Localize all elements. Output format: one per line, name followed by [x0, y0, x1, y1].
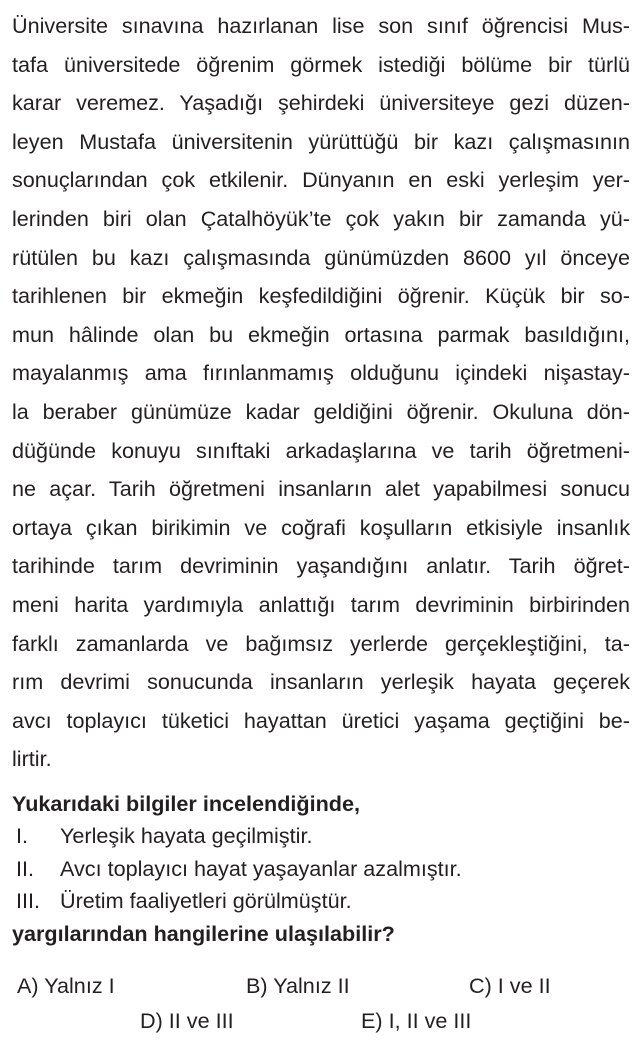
passage-line: lerinden biri olan Çatalhöyük’te çok yakın bir zamanda yü-: [12, 205, 630, 231]
statement-3: [12, 885, 630, 918]
passage-line: ortaya çıkan birikimin ve coğrafi koşulların etkisiyle insanlık: [12, 514, 630, 540]
question-stem-bottom: yargılarından hangilerine ulaşılabilir?: [12, 920, 395, 946]
statement-number: I.: [16, 823, 28, 848]
statement-number: II.: [16, 855, 34, 881]
option-c[interactable]: C) I ve II: [469, 973, 551, 998]
statement-text: Üretim faaliyetleri görülmüştür.: [60, 888, 352, 913]
passage-line: mun hâlinde olan bu ekmeğin ortasına parmak basıldığını,: [12, 321, 630, 347]
passage-line: la beraber günümüze kadar geldiğini öğrenir. Okuluna dön-: [12, 398, 630, 424]
question-block: [12, 788, 630, 950]
passage-line: karar veremez. Yaşadığı şehirdeki üniversiteye gezi düzen-: [12, 90, 630, 116]
passage-line: tafa üniversitede öğrenim görmek istediği bölüme bir türlü: [12, 51, 630, 77]
passage-line: Üniversite sınavına hazırlanan lise son sınıf öğrencisi Mus-: [12, 13, 630, 38]
option-d[interactable]: D) II ve III: [140, 1008, 234, 1033]
statement-1: [12, 820, 630, 853]
passage-line: meni harita yardımıyla anlattığı tarım devriminin birbirinden: [12, 591, 630, 617]
passage-line: rütülen bu kazı çalışmasında günümüzden 8600 yıl önceye: [12, 244, 630, 270]
passage-line: düğünde konuyu sınıftaki arkadaşlarına ve tarih öğretmeni-: [12, 437, 630, 463]
statement-number: III.: [16, 888, 40, 913]
passage-line: avcı toplayıcı tüketici hayattan üretici yaşama geçtiğini be-: [12, 707, 630, 733]
passage-line: tarihlenen bir ekmeğin keşfedildiğini öğrenir. Küçük bir so-: [12, 283, 630, 309]
option-b[interactable]: B) Yalnız II: [246, 973, 350, 998]
answer-options: [0, 968, 642, 1038]
passage-line: ne açar. Tarih öğretmeni insanların alet yapabilmesi sonucu: [12, 476, 630, 502]
statement-text: Avcı toplayıcı hayat yaşayanlar azalmıştır.: [60, 855, 462, 881]
passage-line: leyen Mustafa üniversitenin yürüttüğü bir kazı çalışmasının: [12, 128, 630, 154]
passage-line: rım devrimi sonucunda insanların yerleşik hayata geçerek: [12, 669, 630, 695]
passage-line: mayalanmış ama fırınlanmamış olduğunu içindeki nişastay-: [12, 360, 630, 386]
statement-text: Yerleşik hayata geçilmiştir.: [60, 823, 313, 848]
passage-line: tarihinde tarım devriminin yaşandığını anlatır. Tarih öğret-: [12, 553, 630, 579]
statement-2: [12, 853, 630, 886]
option-e[interactable]: E) I, II ve III: [361, 1008, 472, 1033]
passage-line: farklı zamanlarda ve bağımsız yerlerde gerçekleştiğini, ta-: [12, 630, 630, 656]
passage-line: sonuçlarından çok etkilenir. Dünyanın en eski yerleşim yer-: [12, 167, 630, 193]
option-a[interactable]: A) Yalnız I: [17, 973, 115, 998]
question-stem-top: Yukarıdaki bilgiler incelendiğinde,: [12, 791, 360, 816]
passage: [12, 7, 630, 779]
passage-line: lirtir.: [12, 746, 52, 772]
